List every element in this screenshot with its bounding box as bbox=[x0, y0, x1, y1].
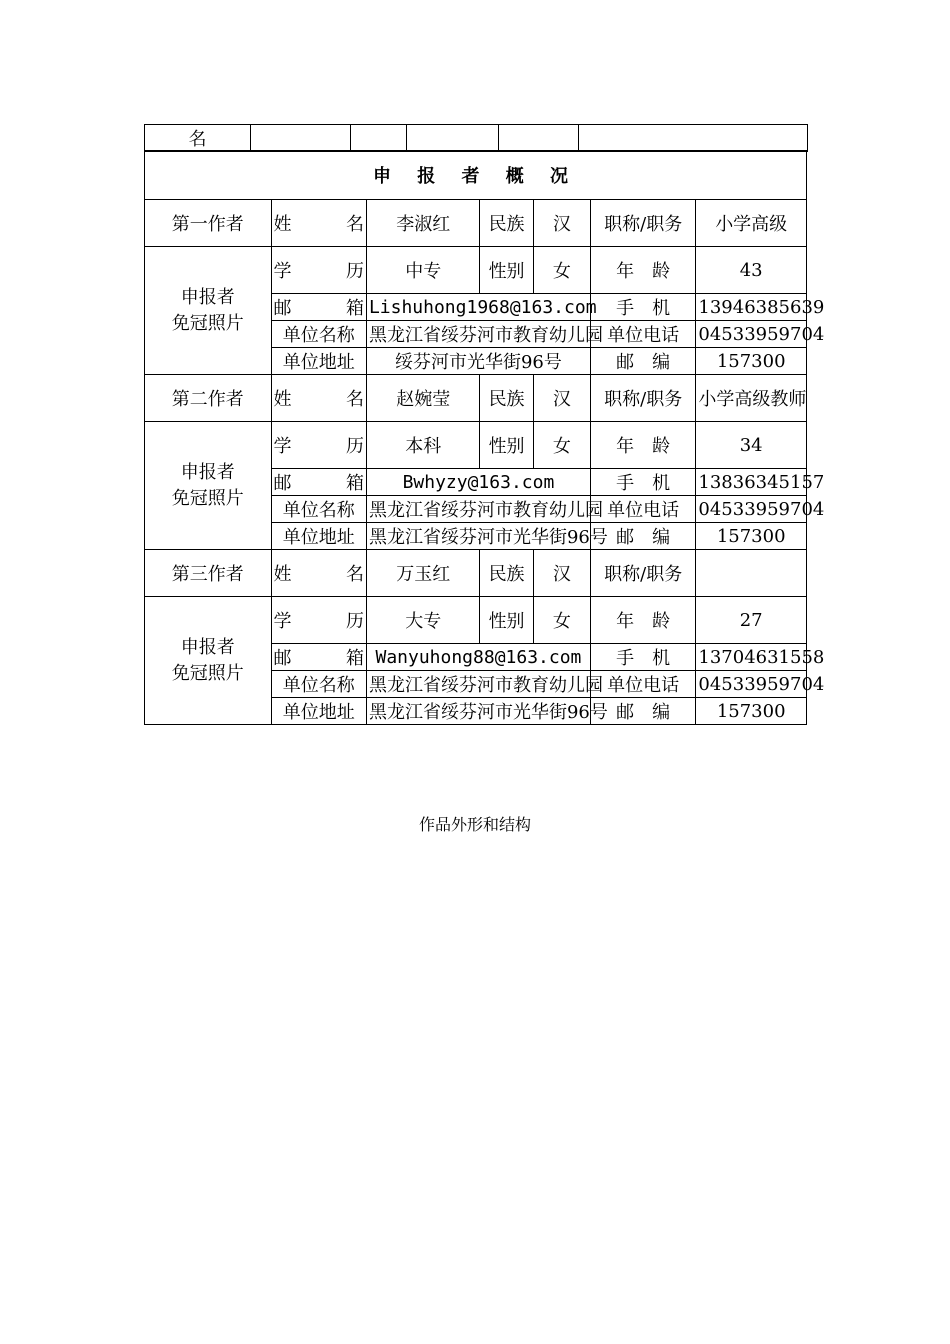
email-label: 邮 箱 bbox=[271, 469, 366, 496]
name-label: 姓 名 bbox=[271, 200, 366, 247]
education-value: 本科 bbox=[366, 422, 480, 469]
postcode-label: 邮 编 bbox=[590, 523, 695, 550]
postcode-value: 157300 bbox=[696, 523, 807, 550]
gender-label: 性别 bbox=[480, 422, 533, 469]
title-label: 职称/职务 bbox=[590, 200, 695, 247]
unit-phone-label: 单位电话 bbox=[590, 496, 695, 523]
education-label: 学 历 bbox=[271, 247, 366, 294]
email-value: Bwhyzy@163.com bbox=[366, 469, 590, 496]
unit-phone-label: 单位电话 bbox=[590, 321, 695, 348]
age-label: 年 龄 bbox=[590, 422, 695, 469]
unit-address-label: 单位地址 bbox=[271, 523, 366, 550]
education-label: 学 历 bbox=[271, 422, 366, 469]
education-label: 学 历 bbox=[271, 597, 366, 644]
author-summary-row bbox=[145, 550, 807, 597]
author-summary-row bbox=[145, 375, 807, 422]
empty-cell bbox=[251, 125, 351, 152]
photo-placeholder: 申报者 免冠照片 bbox=[145, 597, 272, 725]
author-role: 第二作者 bbox=[145, 375, 272, 422]
email-value: Lishuhong1968@163.com bbox=[366, 294, 590, 321]
author-name: 赵婉莹 bbox=[366, 375, 480, 422]
author-detail-row bbox=[145, 247, 807, 294]
unit-phone-value: 04533959704 bbox=[696, 671, 807, 698]
age-value: 34 bbox=[696, 422, 807, 469]
gender-label: 性别 bbox=[480, 597, 533, 644]
age-label: 年 龄 bbox=[590, 597, 695, 644]
empty-cell bbox=[499, 125, 579, 152]
author-name: 李淑红 bbox=[366, 200, 480, 247]
unit-address-value: 黑龙江省绥芬河市光华街96号 bbox=[366, 523, 590, 550]
unit-name-label: 单位名称 bbox=[271, 321, 366, 348]
author-summary-row bbox=[145, 200, 807, 247]
empty-cell bbox=[579, 125, 808, 152]
title-label: 职称/职务 bbox=[590, 550, 695, 597]
unit-address-value: 绥芬河市光华街96号 bbox=[366, 348, 590, 375]
author-role: 第一作者 bbox=[145, 200, 272, 247]
gender-value: 女 bbox=[533, 422, 590, 469]
mobile-label: 手 机 bbox=[590, 644, 695, 671]
unit-address-value: 黑龙江省绥芬河市光华街96号 bbox=[366, 698, 590, 725]
mobile-value: 13836345157 bbox=[696, 469, 807, 496]
unit-phone-value: 04533959704 bbox=[696, 496, 807, 523]
title-value: 小学高级 bbox=[696, 200, 807, 247]
photo-placeholder: 申报者 免冠照片 bbox=[145, 247, 272, 375]
unit-address-label: 单位地址 bbox=[271, 698, 366, 725]
email-label: 邮 箱 bbox=[271, 644, 366, 671]
photo-placeholder: 申报者 免冠照片 bbox=[145, 422, 272, 550]
title-value bbox=[696, 550, 807, 597]
ethnicity-value: 汉 bbox=[533, 200, 590, 247]
mobile-value: 13704631558 bbox=[696, 644, 807, 671]
empty-cell bbox=[351, 125, 407, 152]
name-label: 姓 名 bbox=[271, 375, 366, 422]
caption: 作品外形和结构 bbox=[418, 815, 531, 834]
ethnicity-label: 民族 bbox=[480, 375, 533, 422]
postcode-label: 邮 编 bbox=[590, 348, 695, 375]
author-detail-row bbox=[145, 422, 807, 469]
unit-phone-value: 04533959704 bbox=[696, 321, 807, 348]
author-detail-row bbox=[145, 597, 807, 644]
postcode-label: 邮 编 bbox=[590, 698, 695, 725]
unit-address-label: 单位地址 bbox=[271, 348, 366, 375]
education-value: 大专 bbox=[366, 597, 480, 644]
unit-name-label: 单位名称 bbox=[271, 496, 366, 523]
email-label: 邮 箱 bbox=[271, 294, 366, 321]
ethnicity-label: 民族 bbox=[480, 550, 533, 597]
unit-name-value: 黑龙江省绥芬河市教育幼儿园 bbox=[366, 671, 590, 698]
age-label: 年 龄 bbox=[590, 247, 695, 294]
gender-value: 女 bbox=[533, 597, 590, 644]
unit-name-value: 黑龙江省绥芬河市教育幼儿园 bbox=[366, 321, 590, 348]
ethnicity-label: 民族 bbox=[480, 200, 533, 247]
mobile-label: 手 机 bbox=[590, 294, 695, 321]
header-row-table bbox=[144, 124, 808, 152]
section-title: 申 报 者 概 况 bbox=[145, 151, 807, 200]
unit-name-value: 黑龙江省绥芬河市教育幼儿园 bbox=[366, 496, 590, 523]
title-value: 小学高级教师 bbox=[696, 375, 807, 422]
postcode-value: 157300 bbox=[696, 698, 807, 725]
empty-cell bbox=[407, 125, 499, 152]
ethnicity-value: 汉 bbox=[533, 375, 590, 422]
ethnicity-value: 汉 bbox=[533, 550, 590, 597]
gender-label: 性别 bbox=[480, 247, 533, 294]
unit-phone-label: 单位电话 bbox=[590, 671, 695, 698]
unit-name-label: 单位名称 bbox=[271, 671, 366, 698]
mobile-label: 手 机 bbox=[590, 469, 695, 496]
applicant-info-table bbox=[144, 150, 825, 725]
email-value: Wanyuhong88@163.com bbox=[366, 644, 590, 671]
education-value: 中专 bbox=[366, 247, 480, 294]
age-value: 43 bbox=[696, 247, 807, 294]
name-label-cell: 名 bbox=[145, 125, 251, 152]
age-value: 27 bbox=[696, 597, 807, 644]
title-label: 职称/职务 bbox=[590, 375, 695, 422]
author-role: 第三作者 bbox=[145, 550, 272, 597]
postcode-value: 157300 bbox=[696, 348, 807, 375]
name-label: 姓 名 bbox=[271, 550, 366, 597]
gender-value: 女 bbox=[533, 247, 590, 294]
author-name: 万玉红 bbox=[366, 550, 480, 597]
mobile-value: 13946385639 bbox=[696, 294, 807, 321]
